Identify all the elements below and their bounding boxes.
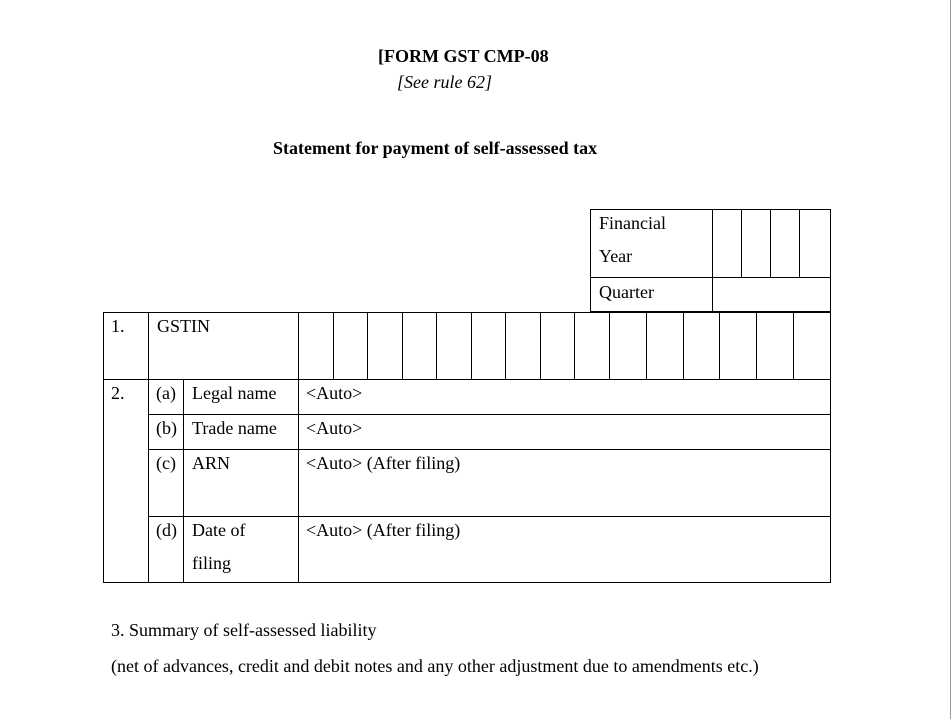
arn-label: ARN	[192, 453, 231, 473]
statement-title: Statement for payment of self-assessed tax	[273, 138, 598, 158]
section-3-note: (net of advances, credit and debit notes and any other adjustment due to amendments etc.)	[111, 656, 759, 676]
legal-name-value: <Auto>	[306, 383, 363, 403]
section-3-heading: 3. Summary of self-assessed liability	[111, 620, 377, 640]
financial-year-label-line2: Year	[599, 246, 633, 266]
subrow-d-letter: (d)	[156, 520, 177, 540]
financial-year-label-line1: Financial	[599, 213, 666, 233]
subrow-b-letter: (b)	[156, 418, 177, 438]
date-of-filing-value: <Auto> (After filing)	[306, 520, 461, 540]
row-2-number: 2.	[111, 383, 125, 403]
date-of-filing-label-line1: Date of	[192, 520, 246, 540]
gstin-label: GSTIN	[157, 316, 210, 336]
rule-reference: [See rule 62]	[397, 72, 492, 92]
trade-name-value: <Auto>	[306, 418, 363, 438]
quarter-label: Quarter	[599, 282, 654, 302]
date-of-filing-label-line2: filing	[192, 553, 231, 573]
subrow-c-letter: (c)	[156, 453, 176, 473]
row-1-number: 1.	[111, 316, 125, 336]
form-title: [FORM GST CMP-08	[378, 46, 549, 66]
legal-name-label: Legal name	[192, 383, 277, 403]
subrow-a-letter: (a)	[156, 383, 176, 403]
arn-value: <Auto> (After filing)	[306, 453, 461, 473]
trade-name-label: Trade name	[192, 418, 277, 438]
